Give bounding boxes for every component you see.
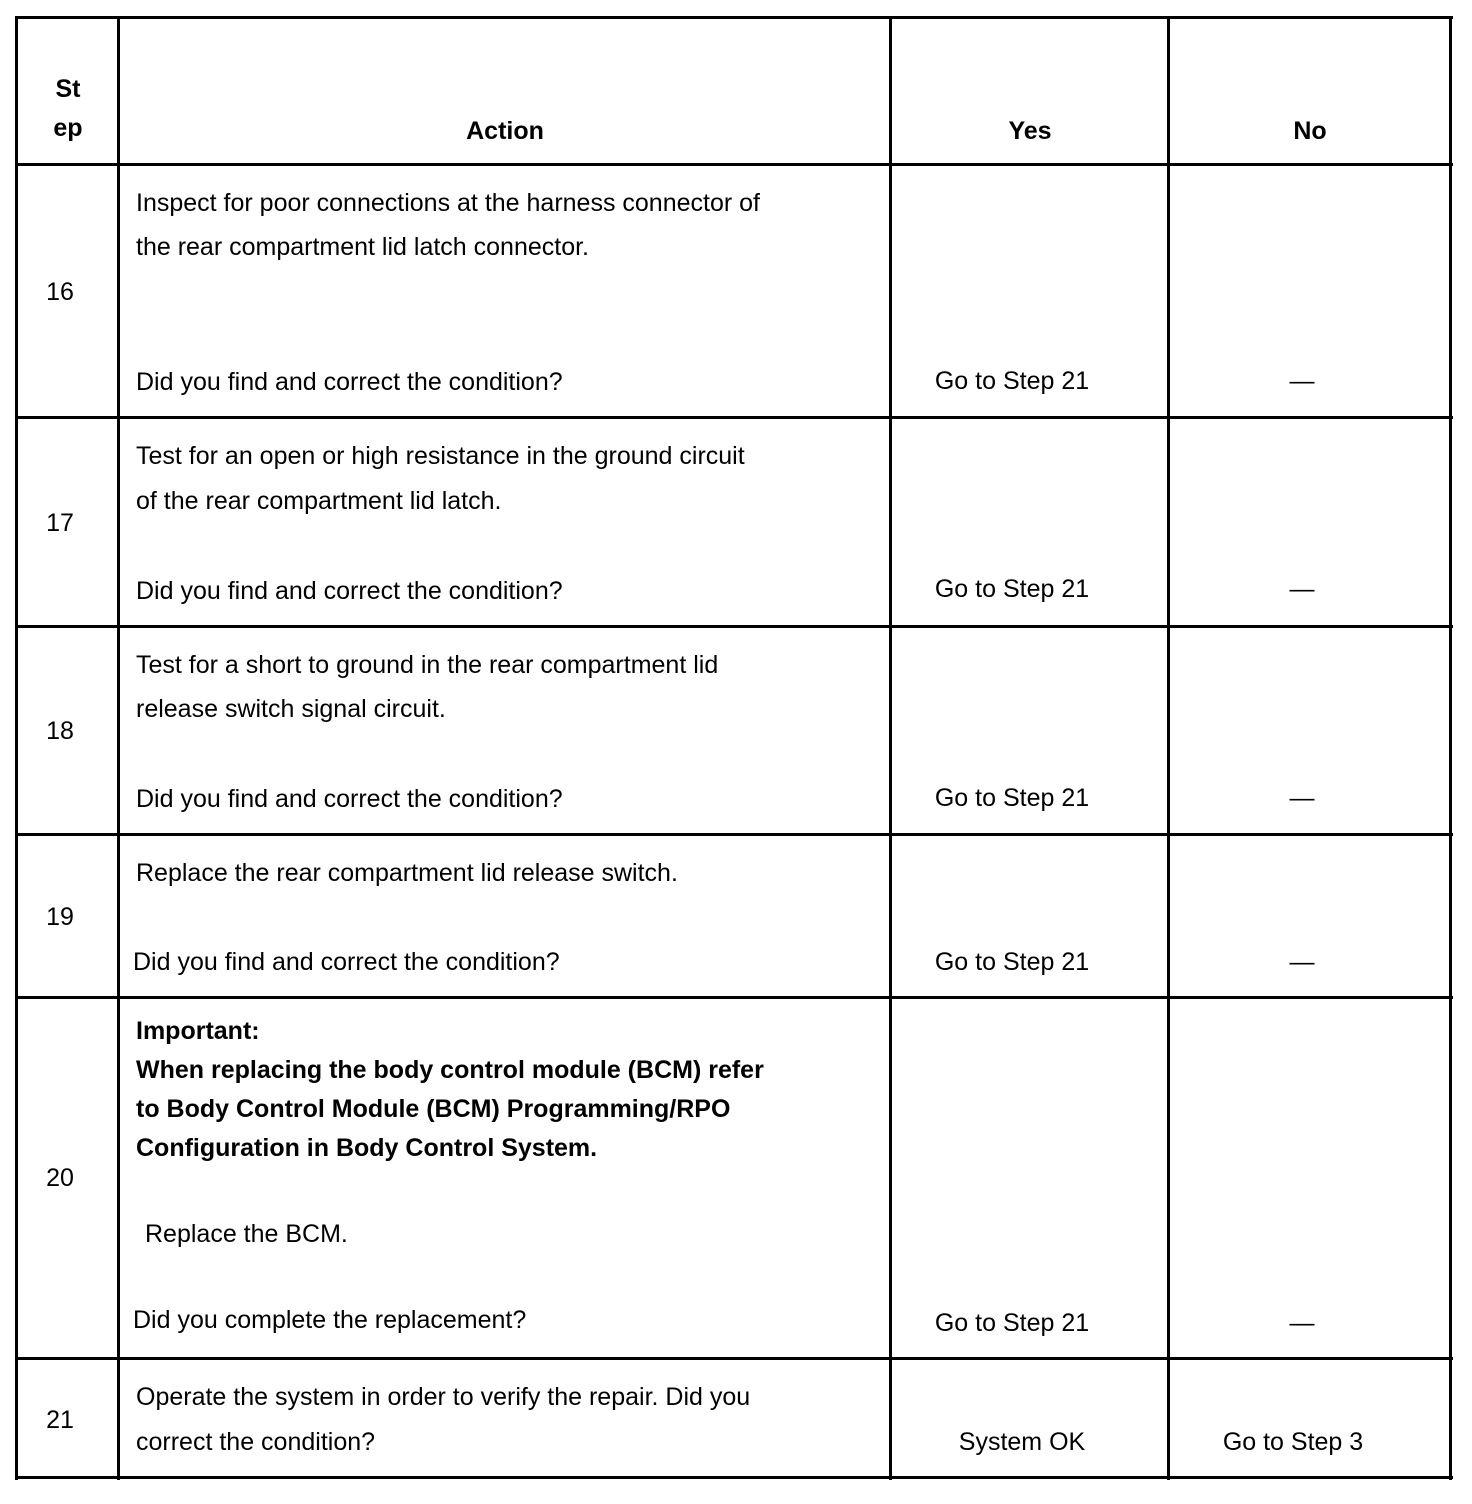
yes-result: Go to Step 21 [934, 948, 1090, 976]
action-question: Did you complete the replacement? [133, 1306, 527, 1334]
rule-row-20 [15, 1357, 1453, 1360]
action-line: Replace the rear compartment lid release switch. [136, 859, 678, 887]
step-number: 17 [46, 509, 74, 537]
step-number: 21 [46, 1406, 74, 1434]
header-step: St ep [53, 75, 83, 142]
action-line: of the rear compartment lid latch. [136, 487, 502, 515]
yes-result: Go to Step 21 [934, 575, 1090, 603]
rule-header [15, 163, 1453, 166]
action-line: correct the condition? [136, 1428, 376, 1456]
action-line: Test for an open or high resistance in the ground circuit [136, 442, 745, 470]
rule-bottom [15, 1476, 1453, 1479]
action-line: release switch signal circuit. [136, 695, 446, 723]
no-result: — [1289, 575, 1315, 603]
action-question: Did you find and correct the condition? [136, 577, 563, 605]
rule-yes-no [1167, 16, 1170, 1480]
action-question: Did you find and correct the condition? [136, 368, 563, 396]
action-line: Operate the system in order to verify the repair. Did you [136, 1383, 751, 1411]
action-line: Test for a short to ground in the rear compartment lid [136, 651, 719, 679]
no-result: — [1289, 1309, 1315, 1337]
rule-step-action [117, 16, 120, 1480]
rule-right [1449, 16, 1452, 1480]
no-result: Go to Step 3 [1222, 1428, 1364, 1456]
rule-row-18 [15, 833, 1453, 836]
rule-top [15, 16, 1453, 19]
yes-result: System OK [958, 1428, 1086, 1456]
header-no: No [1293, 117, 1327, 145]
step-number: 20 [46, 1164, 74, 1192]
step-number: 16 [46, 278, 74, 306]
rule-row-16 [15, 416, 1453, 419]
rule-action-yes [889, 16, 892, 1480]
header-yes: Yes [1008, 117, 1052, 145]
yes-result: Go to Step 21 [934, 367, 1090, 395]
no-result: — [1289, 948, 1315, 976]
no-result: — [1289, 367, 1315, 395]
important-note: Important: When replacing the body control module (BCM) refer to Body Control Module (BCM) Programming/RPO Configuration in Body Control System. [136, 1017, 764, 1162]
action-line: Inspect for poor connections at the harness connector of [136, 189, 760, 217]
step-number: 19 [46, 903, 74, 931]
action-line: Replace the BCM. [145, 1220, 348, 1248]
rule-row-17 [15, 625, 1453, 628]
header-action: Action [466, 117, 544, 145]
action-question: Did you find and correct the condition? [136, 785, 563, 813]
yes-result: Go to Step 21 [934, 1309, 1090, 1337]
yes-result: Go to Step 21 [934, 784, 1090, 812]
step-number: 18 [46, 717, 74, 745]
rule-row-19 [15, 996, 1453, 999]
action-question: Did you find and correct the condition? [133, 948, 560, 976]
no-result: — [1289, 784, 1315, 812]
action-line: the rear compartment lid latch connector. [136, 233, 590, 261]
